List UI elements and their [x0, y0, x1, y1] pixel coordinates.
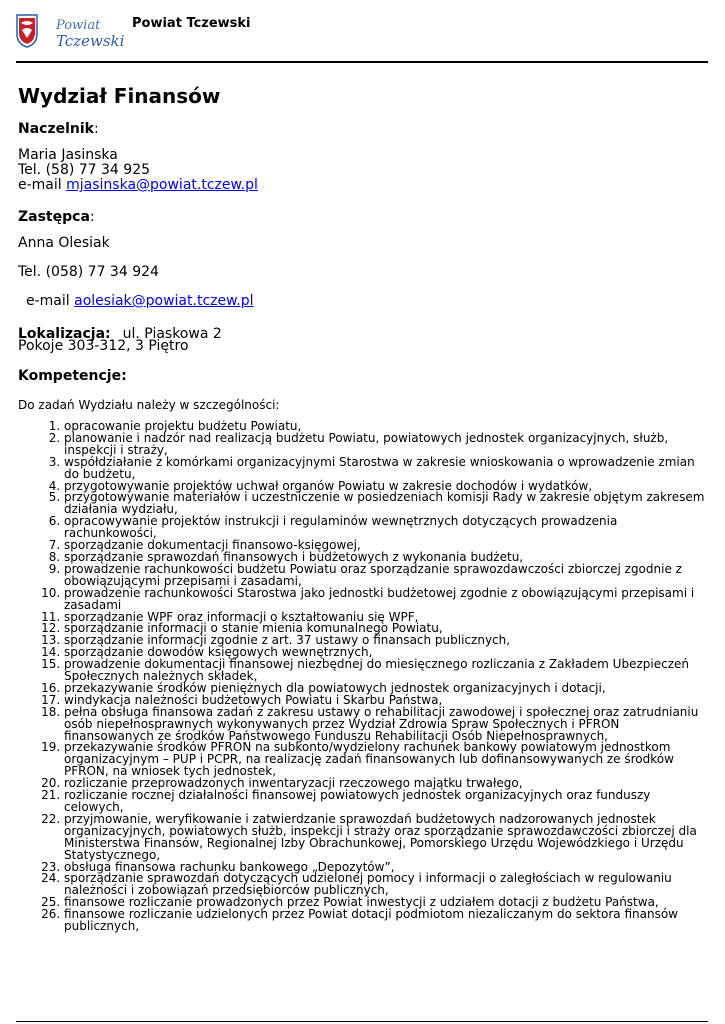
duty-item: 24. sporządzanie sprawozdań dotyczących udzielonej pomocy i informacji o zaległościach w regulowaniu należności i zobowiązań przedsiębiorców publicznych, — [64, 873, 708, 897]
duty-item: 22. przyjmowanie, weryfikowanie i zatwierdzanie sprawozdań budżetowych nadzorowanych jednostek organizacyjnych, powiatowych służb, inspekcji i straży oraz sporządzanie sprawozdawczości zbiorczej dla Ministerstwa Finansów, Regionalnej Izby Obrachunkowej, Pomorskiego Urzędu Wojewódzkiego i Urzędu Statystycznego, — [64, 814, 708, 862]
naczelnik-email-row — [18, 178, 258, 193]
naczelnik-email-link[interactable]: mjasinska@powiat.tczew.pl — [66, 177, 258, 193]
naczelnik-heading — [18, 118, 99, 137]
powiat-logo[interactable] — [16, 10, 136, 58]
duty-item: 19. przekazywanie środków PFRON na subkonto/wydzielony rachunek bankowy powiatowym jednostkom organizacyjnym – PUP i PCPR, na realizację zadań finansowanych lub dofinansowywanych ze środków PFRON, na wniosek tych jednostek, — [64, 742, 708, 778]
duty-item: 21. rozliczanie rocznej działalności finansowej powiatowych jednostek organizacyjnych oraz funduszy celowych, — [64, 790, 708, 814]
duty-item: 9. prowadzenie rachunkowości budżetu Powiatu oraz sporządzanie sprawozdawczości zbiorczej zgodnie z obowiązującymi przepisami i zasadami, — [64, 564, 708, 588]
kompetencje-intro: Do zadań Wydziału należy w szczególności: — [18, 398, 280, 412]
duty-item: 7. sporządzanie dokumentacji finansowo-księgowej, — [64, 540, 708, 552]
duty-item: 14. sporządzanie dowodów księgowych wewnętrznych, — [64, 647, 708, 659]
naczelnik-colon: : — [93, 121, 99, 137]
zastepca-heading — [18, 206, 95, 225]
duty-item: 12. sporządzanie informacji o stanie mienia komunalnego Powiatu, — [64, 623, 708, 635]
duty-item: 26. finansowe rozliczanie udzielonych przez Powiat dotacji podmiotom niezaliczanym do sektora finansów publicznych, — [64, 909, 708, 933]
zastepca-email-link[interactable]: aolesiak@powiat.tczew.pl — [74, 293, 254, 309]
duty-item: 20. rozliczanie przeprowadzonych inwentaryzacji rzeczowego majątku trwałego, — [64, 778, 708, 790]
duty-item: 2. planowanie i nadzór nad realizacją budżetu Powiatu, powiatowych jednostek organizacyjnych, służb, inspekcji i straży, — [64, 433, 708, 457]
duty-item: 3. współdziałanie z komórkami organizacyjnymi Starostwa w zakresie wnioskowania o wprowadzenie zmian do budżetu, — [64, 457, 708, 481]
zastepca-email-prefix: e-mail — [26, 293, 75, 309]
page-header — [0, 0, 725, 62]
site-title: Powiat Tczewski — [132, 16, 251, 31]
duties-list — [18, 421, 708, 933]
footer-divider — [16, 1021, 708, 1022]
zastepca-label: Zastępca — [18, 209, 90, 225]
duty-item: 11. sporządzanie WPF oraz informacji o kształtowaniu się WPF, — [64, 612, 708, 624]
duty-item: 8. sporządzanie sprawozdań finansowych i budżetowych z wykonania budżetu, — [64, 552, 708, 564]
duty-item: 15. prowadzenie dokumentacji finansowej niezbędnej do miesięcznego rozliczania z Zakładem Ubezpieczeń Społecznych należnych składek, — [64, 659, 708, 683]
lokalizacja-label: Lokalizacja: — [18, 326, 111, 342]
lokalizacja-address: ul. Piaskowa 2 — [122, 326, 222, 342]
duty-item: 17. windykacja należności budżetowych Powiatu i Skarbu Państwa, — [64, 695, 708, 707]
zastepca-colon: : — [89, 209, 95, 225]
zastepca-phone: Tel. (058) 77 34 924 — [18, 264, 159, 280]
duty-item: 6. opracowywanie projektów instrukcji i regulaminów wewnętrznych dotyczących prowadzenia rachunkowości, — [64, 516, 708, 540]
header-divider — [16, 61, 708, 63]
coat-of-arms-icon — [16, 14, 38, 48]
duty-item: 23. obsługa finansowa rachunku bankowego „Depozytów”, — [64, 862, 708, 874]
logo-text-powiat: Powiat — [56, 18, 101, 33]
naczelnik-name: Maria Jasinska — [18, 147, 118, 163]
duty-item: 25. finansowe rozliczanie prowadzonych przez Powiat inwestycji z udziałem dotacji z budżetu Państwa, — [64, 897, 708, 909]
zastepca-email-row — [26, 294, 254, 309]
duty-item: 1. opracowanie projektu budżetu Powiatu, — [64, 421, 708, 433]
duty-item: 5. przygotowywanie materiałów i uczestniczenie w posiedzeniach komisji Rady w zakresie objętym zakresem działania wydziału, — [64, 492, 708, 516]
duty-item: 4. przygotowywanie projektów uchwał organów Powiatu w zakresie dochodów i wydatków, — [64, 481, 708, 493]
page-title: Wydział Finansów — [18, 84, 221, 108]
duty-item: 10. prowadzenie rachunkowości Starostwa jako jednostki budżetowej zgodnie z obowiązującymi przepisami i zasadami — [64, 588, 708, 612]
lokalizacja-rooms: Pokoje 303-312, 3 Piętro — [18, 338, 189, 354]
logo-text-tczewski: Tczewski — [56, 32, 125, 50]
duty-item: 18. pełna obsługa finansowa zadań z zakresu ustawy o rehabilitacji zawodowej i społecznej oraz zatrudnianiu osób niepełnosprawnych wykonywanych przez Wydział Zdrowia Spraw Społecznych i PFRON finansowanych ze środków Państwowego Funduszu Rehabilitacji Osób Niepełnosprawnych, — [64, 707, 708, 743]
kompetencje-heading: Kompetencje: — [18, 368, 127, 384]
naczelnik-email-prefix: e-mail — [18, 177, 67, 193]
naczelnik-label: Naczelnik — [18, 121, 94, 137]
naczelnik-phone: Tel. (58) 77 34 925 — [18, 162, 151, 178]
zastepca-name: Anna Olesiak — [18, 235, 110, 251]
duty-item: 13. sporządzanie informacji zgodnie z art. 37 ustawy o finansach publicznych, — [64, 635, 708, 647]
duty-item: 16. przekazywanie środków pieniężnych dla powiatowych jednostek organizacyjnych i dotacji, — [64, 683, 708, 695]
